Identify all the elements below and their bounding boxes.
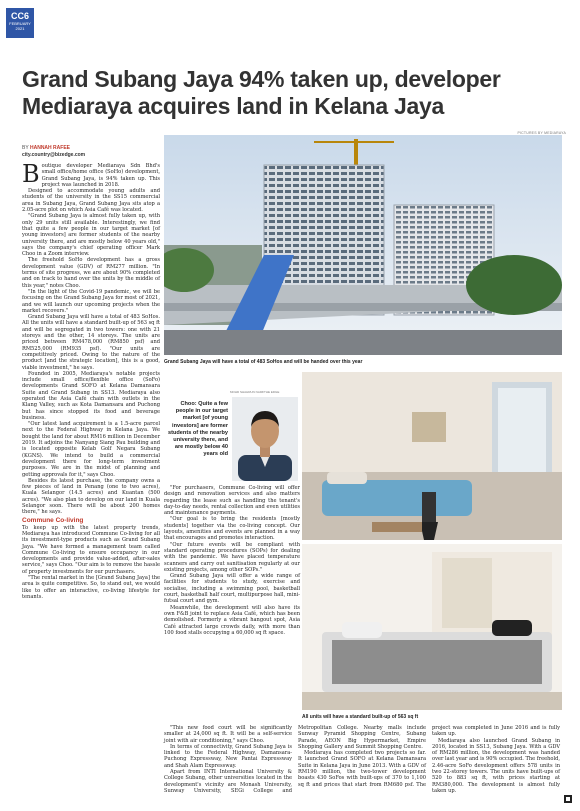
subheading: Commune Co-living [22,516,84,524]
article-paragraph: Grand Subang Jaya will have a total of 483 SoHos. All the units will have a standard built-up of 563 sq ft and will be segregated in two towers: one with 21 storeys and the other, 14 storeys. The units are priced between RM478,000 (RM850 psf) and RM525,000 (RM935 psf). "Our units are competitively priced. Owing to the nature of the product [and the strategic location], this is a good, viable investment," he says. [22,314,160,371]
article-paragraph: To keep up with the latest property trends, Mediaraya has introduced Commune Co-living for all its investment-type products such as Grand Subang Jaya. "We have formed a management team called Commune Co-living to ensure occupancy in our developments and provide value-added, after-sales service," says Choo. "Our aim is to remove the hassle of property investments for our purchasers. [22,524,160,575]
building-illustration [164,135,562,355]
pull-quote: Choo: Quite a few people in our target market [of young investors] are former students of the nearby university there, and are mostly below 40 years old [168,401,228,458]
article-paragraph: Designed to accommodate young adults and students of the university in the SS15 commercial area in Subang Jaya, Grand Subang Jaya sits atop a 2.05-acre plot on which Asia Café was located. [22,188,160,214]
article-column-1 [22,160,160,803]
article-paragraph: Boutique developer Mediaraya Sdn Bhd's small office/home office (SoHo) development, Grand Subang Jaya, is 94% taken up. This project was launched in 2018. [22,160,160,188]
photo-credit: PICTURES BY MEDIARAYA [517,131,566,135]
dropcap: B [22,160,40,188]
article-paragraph: Mediaraya has completed two projects so far. It launched Grand SOFO at Kelana Damansara Suite in Kelana Jaya in June 2013. With a GDV of RM190 million, the two-tower development boasts 430 SoFos with built-ups of 370 to 1,100 sq ft and prices that start from RM680 psf. The project was completed in June 2016 and is fully taken up. [298,725,560,788]
article-paragraph: Grand Subang Jaya will offer a wide range of facilities for students to study, exercise and socialise, including a swimming pool, basketball court, basketball half court, multipurpose hall, mini-futsal court and gym. [164,573,300,605]
person-portrait [232,397,298,481]
article-column-2 [164,485,300,691]
article-paragraph: Founded in 2005, Mediaraya's notable projects include small office/flexible office (SoFo) developments Grand SOFO at Kelana Damansara Suite and Grand Subang in SS13. Mediaraya also operated the Asia Café chain with outlets in the Klang Valley, such as Kota Damansara and Puchong but has since stopped its food and beverage business. [22,370,160,421]
article-bottom-columns [164,725,560,805]
page-number: CC6 [10,11,29,21]
article-paragraph: The freehold SoHo development has a gross development value (GDV) of RM277 million. "In terms of site progress, we are about 90% completed and on track to hand over the units by the middle of this year," notes Choo. [22,257,160,289]
building-photo [164,135,562,355]
article-paragraph: Mediaraya also launched Grand Subang in 2016, located in SS13, Subang Jaya. With a GDV of RM286 million, the development was handed over last year and is 90% occupied. The freehold, 2.46-acre SoFo development offers 578 units in two 22-storey towers. The units have built-ups of 520 to 883 sq ft, with prices starting at RM380,000. The development is almost fully taken up. [432,737,560,794]
portrait-credit: MOHD SHAHRUN NAIM/THE EDGE [230,390,280,394]
article-paragraph: Apart from INTI International University & College Subang, other universities located in the development's vicinity are Monash University, Sunway University, SEGi College and Metropolitan College. Nearby malls include Sunway Pyramid Shopping Centre, Subang Parade, AEON Big Hypermarket, Empire Shopping Gallery and Summit Shopping Centre. [164,725,426,794]
interior-photo [302,372,562,710]
end-mark-icon [564,795,572,803]
page-date: FEBRUARY 2021 [9,21,31,31]
article-paragraph: "The rental market in the [Grand Subang Jaya] the area is quite competitive. So, to stand out, we would like to offer an interactive, co-living lifestyle for tenants. [22,575,160,600]
byline-prefix: BY [22,145,29,151]
article-paragraph: In terms of connectivity, Grand Subang Jaya is linked to the Federal Highway, Damansara-Puchong Expressway, New Pantai Expressway and Shah Alam Expressway. [164,743,292,769]
article-paragraph: "Grand Subang Jaya is almost fully taken up, with only 29 units still available. Interestingly, we find that quite a few people in our target market [of young investors] are former students of the nearby university there, and are mostly below 40 years old," says the company's chief operating officer Mark Choo in a Zoom interview. [22,213,160,258]
main-photo-caption: Grand Subang Jaya will have a total of 483 SoHos and will be handed over this year [164,359,363,365]
interior-illustration [302,372,562,710]
article-paragraph: "For purchasers, Commune Co-living will offer design and renovation services and also matters regarding the lease such as handling the tenant's day-to-day needs, rental collection and even utilities and maintenance payments. [164,485,300,517]
byline [22,145,70,151]
article-paragraph: Meanwhile, the development will also have its own F&B joint to replace Asia Café, which has been demolished. Formerly a vibrant hangout spot, Asia Café attracted large crowds daily, with more than 100 food stalls occupying a 60,000 sq ft space. [164,604,300,636]
byline-name: HANNAH RAFEE [29,145,70,151]
portrait-photo [232,397,298,481]
article-paragraph: "This new food court will be significantly smaller at 24,000 sq ft. It will be a self-service joint with air conditioning," says Choo. [164,725,292,744]
article-paragraph: Besides its latest purchase, the company owns a few pieces of land in Penang (one to two acres), Kuala Selangor (14.5 acres) and Kuantan (500 acres). "We also plan to develop on our land in Kuala Selangor soon. There will be about 200 homes there," he says. [22,477,160,516]
article-paragraph: "Our future events will be compliant with standard operating procedures (SOPs) for dealing with the pandemic. We have placed temperature scanners and carry out sanitisation regularly at our existing projects, among other SOPs." [164,541,300,573]
article-paragraph: "In the light of the Covid-19 pandemic, we will be focusing on the Grand Subang Jaya for most of 2021, and we will launch our upcoming projects when the market recovers." [22,288,160,314]
article-paragraph: "Our goal is to bring the residents [mostly students] together via the co-living concept. Our layouts, amenities and events are planned in a way that encourages and promotes interaction. [164,516,300,542]
page-tag [6,8,34,38]
byline-email: city.country@bizedge.com [22,152,86,158]
headline: Grand Subang Jaya 94% taken up, developer Mediaraya acquires land in Kelana Jaya [22,66,501,119]
interior-photo-caption: All units will have a standard built-up of 563 sq ft [302,714,419,720]
article-paragraph: "Our latest land acquirement is a 1.5-acre parcel next to the Federal Highway in Kelana Jaya. We bought the land for about RM16 million in December 2019. It adjoins the Nanyang Siang Pau building and is located opposite Kelab Golf Negara Subang (KGNS). We intend to build a commercial development there for long-term investment purposes. We are in the midst of planning and getting approvals for it," says Choo. [22,421,160,478]
